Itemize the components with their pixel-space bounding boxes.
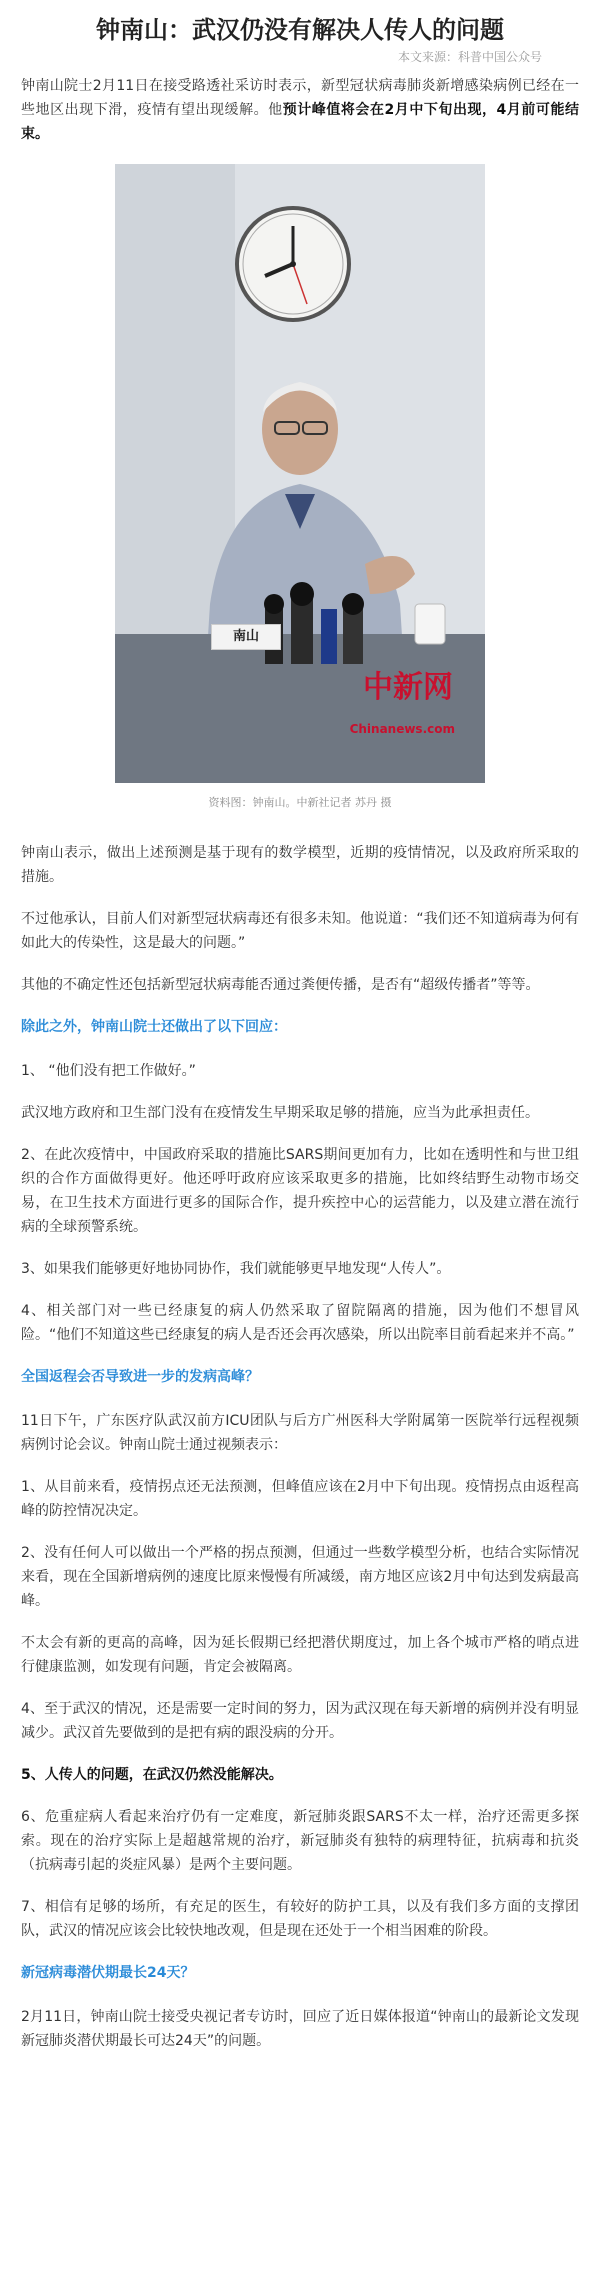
response-item: 1、从目前来看，疫情拐点还无法预测，但峰值应该在2月中下旬出现。疫情拐点由返程高峰的防控情况决定。: [21, 1479, 579, 1519]
paragraph: 钟南山表示，做出上述预测是基于现有的数学模型，近期的疫情情况，以及政府所采取的措施。: [21, 845, 579, 885]
paragraph: 不过他承认，目前人们对新型冠状病毒还有很多未知。他说道：“我们还不知道病毒为何有如此大的传染性，这是最大的问题。”: [21, 911, 579, 951]
response-item: 1、 “他们没有把工作做好。”: [21, 1063, 196, 1079]
bold-statement: 人传人的问题，在武汉仍然没能解决。: [44, 1767, 283, 1783]
paragraph: 武汉地方政府和卫生部门没有在疫情发生早期采取足够的措施，应当为此承担责任。: [21, 1105, 539, 1121]
watermark-site: Chinanews.com: [349, 722, 455, 736]
item-number: 5、: [21, 1767, 45, 1783]
article-photo: [115, 164, 485, 783]
intro-bold-text: 预计峰值将会在2月中下旬出现，4月前可能结束。: [21, 102, 579, 142]
response-item: 不太会有新的更高的高峰，因为延长假期已经把潜伏期度过，加上各个城市严格的哨点进行健康监测，如发现有问题，肯定会被隔离。: [21, 1635, 579, 1675]
photo-nameplate: 南山: [211, 624, 281, 650]
paragraph: 其他的不确定性还包括新型冠状病毒能否通过粪便传播，是否有“超级传播者”等等。: [21, 977, 540, 993]
response-item: [21, 1763, 579, 1787]
watermark-logo: 中新网: [363, 670, 453, 705]
response-item: 2、在此次疫情中，中国政府采取的措施比SARS期间更加有力，比如在透明性和与世卫组织的合作方面做得更好。他还呼吁政府应该采取更多的措施，比如终结野生动物市场交易，在卫生技术方面进行更多的国际合作，提升疾控中心的运营能力，以及建立潜在流行病的全球预警系统。: [21, 1147, 579, 1235]
paragraph: 11日下午，广东医疗队武汉前方ICU团队与后方广州医科大学附属第一医院举行远程视频病例讨论会议。钟南山院士通过视频表示：: [21, 1413, 579, 1453]
response-item: 3、如果我们能够更好地协同协作，我们就能够更早地发现“人传人”。: [21, 1261, 451, 1277]
section-heading: 全国返程会否导致进一步的发病高峰？: [21, 1369, 259, 1385]
response-item: 4、至于武汉的情况，还是需要一定时间的努力，因为武汉现在每天新增的病例并没有明显减少。武汉首先要做到的是把有病的跟没病的分开。: [21, 1701, 579, 1741]
article-source: 本文来源：科普中国公众号: [397, 50, 542, 64]
response-item: 4、相关部门对一些已经康复的病人仍然采取了留院隔离的措施，因为他们不想冒风险。“他们不知道这些已经康复的病人是否还会再次感染，所以出院率目前看起来并不高。”: [21, 1303, 579, 1343]
intro-paragraph: [21, 74, 579, 146]
wall-clock-icon: [237, 208, 349, 320]
response-item: 6、危重症病人看起来治疗仍有一定难度，新冠肺炎跟SARS不太一样，治疗还需更多探索。现在的治疗实际上是超越常规的治疗，新冠肺炎有独特的病理特征，抗病毒和抗炎（抗病毒引起的炎症风暴）是两个主要问题。: [21, 1809, 579, 1873]
photo-caption: 资料图：钟南山。中新社记者 苏丹 摄: [208, 796, 392, 809]
section-heading: 新冠病毒潜伏期最长24天？: [21, 1965, 195, 1981]
section-heading: 除此之外，钟南山院士还做出了以下回应：: [21, 1019, 287, 1035]
article-body: [0, 74, 600, 2053]
response-item: 2、没有任何人可以做出一个严格的拐点预测，但通过一些数学模型分析，也结合实际情况来看，现在全国新增病例的速度比原来慢慢有所减缓，南方地区应该2月中旬达到发病最高峰。: [21, 1545, 579, 1609]
article-title: 钟南山：武汉仍没有解决人传人的问题: [96, 16, 504, 44]
paragraph: 2月11日，钟南山院士接受央视记者专访时，回应了近日媒体报道“钟南山的最新论文发现新冠肺炎潜伏期最长可达24天”的问题。: [21, 2009, 579, 2049]
response-item: 7、相信有足够的场所，有充足的医生，有较好的防护工具，以及有我们多方面的支撑团队，武汉的情况应该会比较快地改观，但是现在还处于一个相当困难的阶段。: [21, 1899, 579, 1939]
intro-text: 钟南山院士2月11日在接受路透社采访时表示，新型冠状病毒肺炎新增感染病例已经在一些地区出现下滑，疫情有望出现缓解。他: [21, 78, 579, 118]
